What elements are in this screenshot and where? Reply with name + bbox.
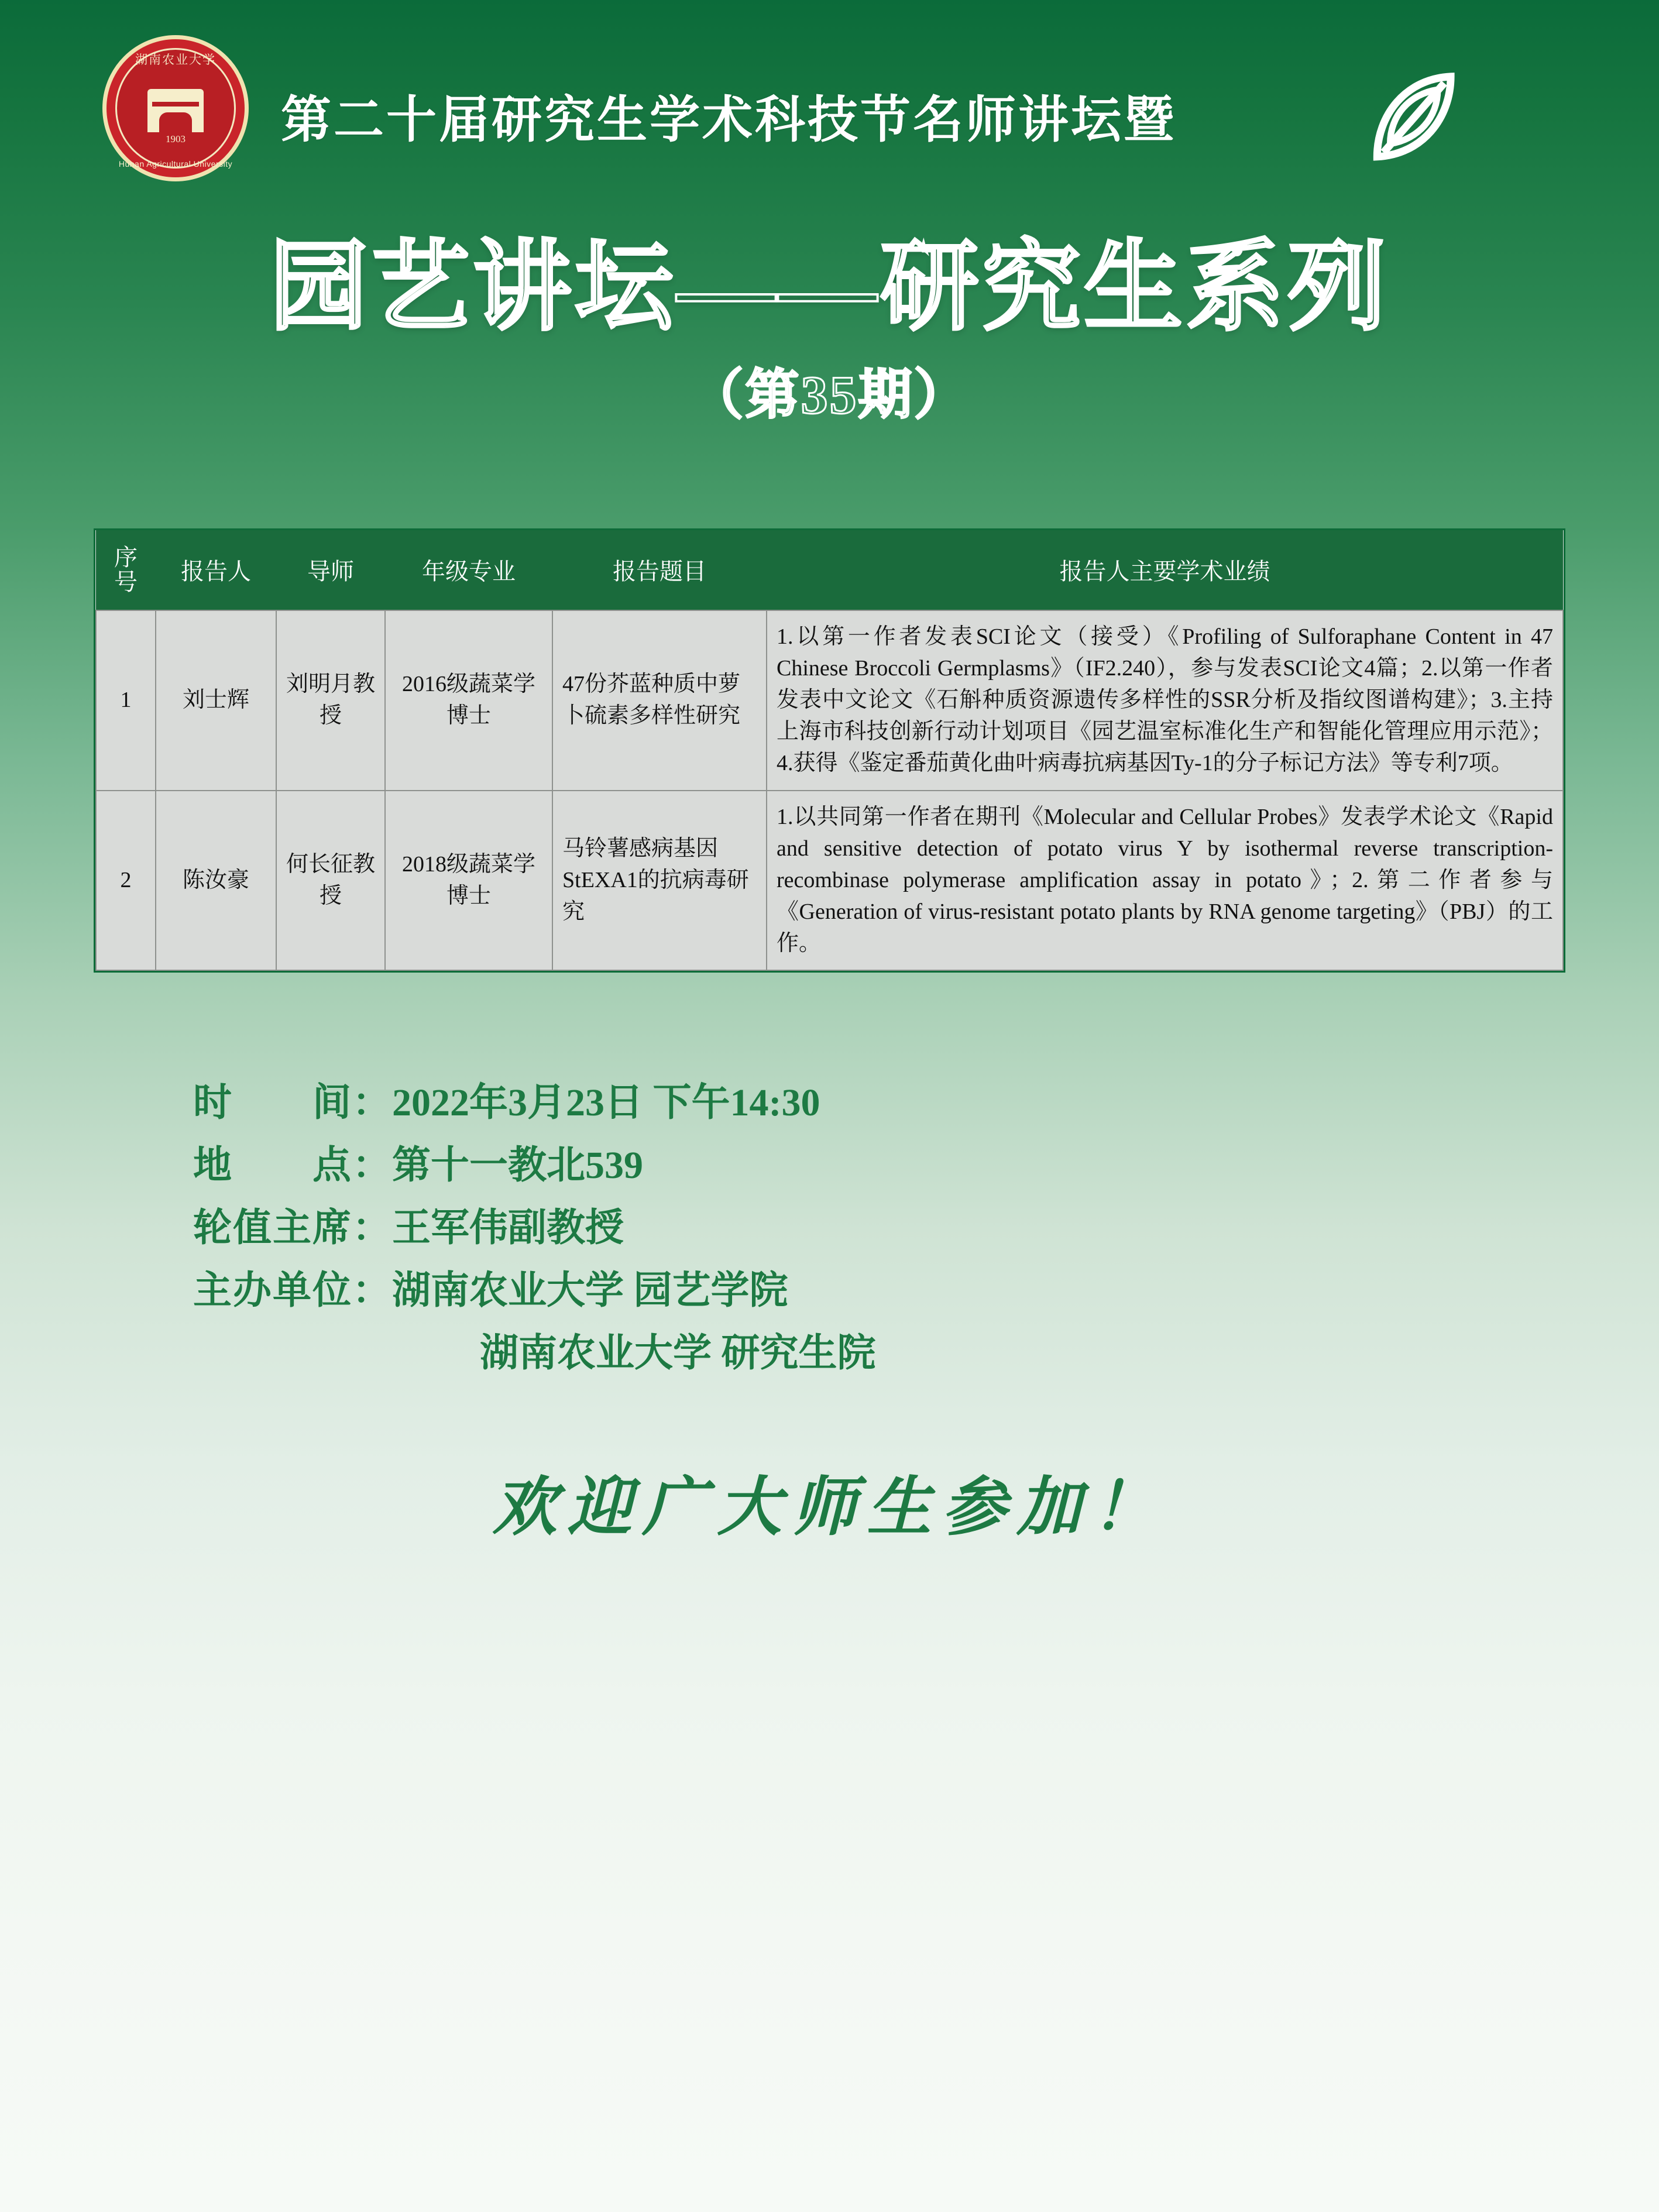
cell-topic: 马铃薯感病基因StEXA1的抗病毒研究 <box>552 791 767 971</box>
crest-top-text: 湖南农业大学 <box>135 53 216 67</box>
event-info-block <box>193 1072 1659 1385</box>
info-value-time: 2022年3月23日 下午14:30 <box>392 1081 820 1125</box>
cell-grade: 2018级蔬菜学博士 <box>385 791 552 971</box>
info-label-place: 地 点： <box>193 1144 392 1187</box>
info-value-host-1: 湖南农业大学 园艺学院 <box>392 1269 788 1313</box>
schedule-table-wrapper <box>94 528 1565 973</box>
cell-advisor: 刘明月教授 <box>276 610 385 791</box>
col-header-topic: 报告题目 <box>552 530 767 610</box>
info-row-host-secondary <box>193 1323 1659 1385</box>
info-row-time <box>193 1072 1659 1135</box>
info-value-chair: 王军伟副教授 <box>392 1207 624 1250</box>
cell-achievement: 1.以第一作者发表SCI论文（接受）《Profiling of Sulforaphane Content in 47 Chinese Broccoli Germplasms》（IF2.240），参与发表SCI论文4篇；2.以第一作者发表中文论文《石斛种质资源遗传多样性的SSR分析及指纹图谱构建》；3.主持上海市科技创新行动计划项目《园艺温室标准化生产和智能化管理应用示范》；4.获得《鉴定番茄黄化曲叶病毒抗病基因Ty-1的分子标记方法》等专利7项。 <box>767 610 1563 791</box>
info-row-place <box>193 1135 1659 1197</box>
col-header-index-line2: 号 <box>114 568 138 595</box>
info-value-place: 第十一教北539 <box>392 1144 643 1187</box>
col-header-speaker: 报告人 <box>156 530 276 610</box>
schedule-table-head <box>96 530 1563 610</box>
info-row-chair <box>193 1197 1659 1260</box>
crest-gate-icon <box>147 89 204 132</box>
cell-speaker: 陈汝豪 <box>156 791 276 971</box>
schedule-table <box>95 530 1564 971</box>
col-header-grade: 年级专业 <box>385 530 552 610</box>
poster-header <box>0 0 1659 193</box>
col-header-advisor: 导师 <box>276 530 385 610</box>
cell-index: 1 <box>96 610 156 791</box>
welcome-message: 欢迎广大师生参加！ <box>492 1472 1167 1544</box>
info-label-chair: 轮值主席： <box>193 1207 392 1250</box>
main-title: 园艺讲坛——研究生系列 <box>269 233 1390 342</box>
info-value-host-2: 湖南农业大学 研究生院 <box>480 1332 876 1375</box>
col-header-index-line1: 序 <box>114 544 138 571</box>
cell-advisor: 何长征教授 <box>276 791 385 971</box>
title-block <box>0 228 1659 429</box>
schedule-table-body <box>96 610 1563 971</box>
info-label-time: 时 间： <box>193 1081 392 1125</box>
cell-achievement: 1.以共同第一作者在期刊《Molecular and Cellular Probes》发表学术论文《Rapid and sensitive detection of potato virus Y by isothermal reverse transcription-recombinase polymerase amplification assay in potato》；2.第二作者参与《Generation of virus-resistant potato plants by RNA genome targeting》（PBJ）的工作。 <box>767 791 1563 971</box>
info-label-host: 主办单位： <box>193 1269 392 1313</box>
col-header-achievement: 报告人主要学术业绩 <box>767 530 1563 610</box>
cell-topic: 47份芥蓝种质中萝卜硫素多样性研究 <box>552 610 767 791</box>
table-header-row <box>96 530 1563 610</box>
leaf-logo-icon <box>1358 61 1466 170</box>
table-row <box>96 610 1563 791</box>
info-row-host <box>193 1260 1659 1323</box>
cell-speaker: 刘士辉 <box>156 610 276 791</box>
issue-subtitle: （第35期） <box>689 365 970 425</box>
cell-grade: 2016级蔬菜学博士 <box>385 610 552 791</box>
cell-index: 2 <box>96 791 156 971</box>
university-crest-icon <box>102 35 249 181</box>
crest-year: 1903 <box>166 133 186 145</box>
table-row <box>96 791 1563 971</box>
header-org-title: 第二十届研究生学术科技节名师讲坛暨 <box>281 92 1176 148</box>
crest-bottom-text: Hunan Agricultural University <box>118 159 233 169</box>
col-header-index <box>96 530 156 610</box>
